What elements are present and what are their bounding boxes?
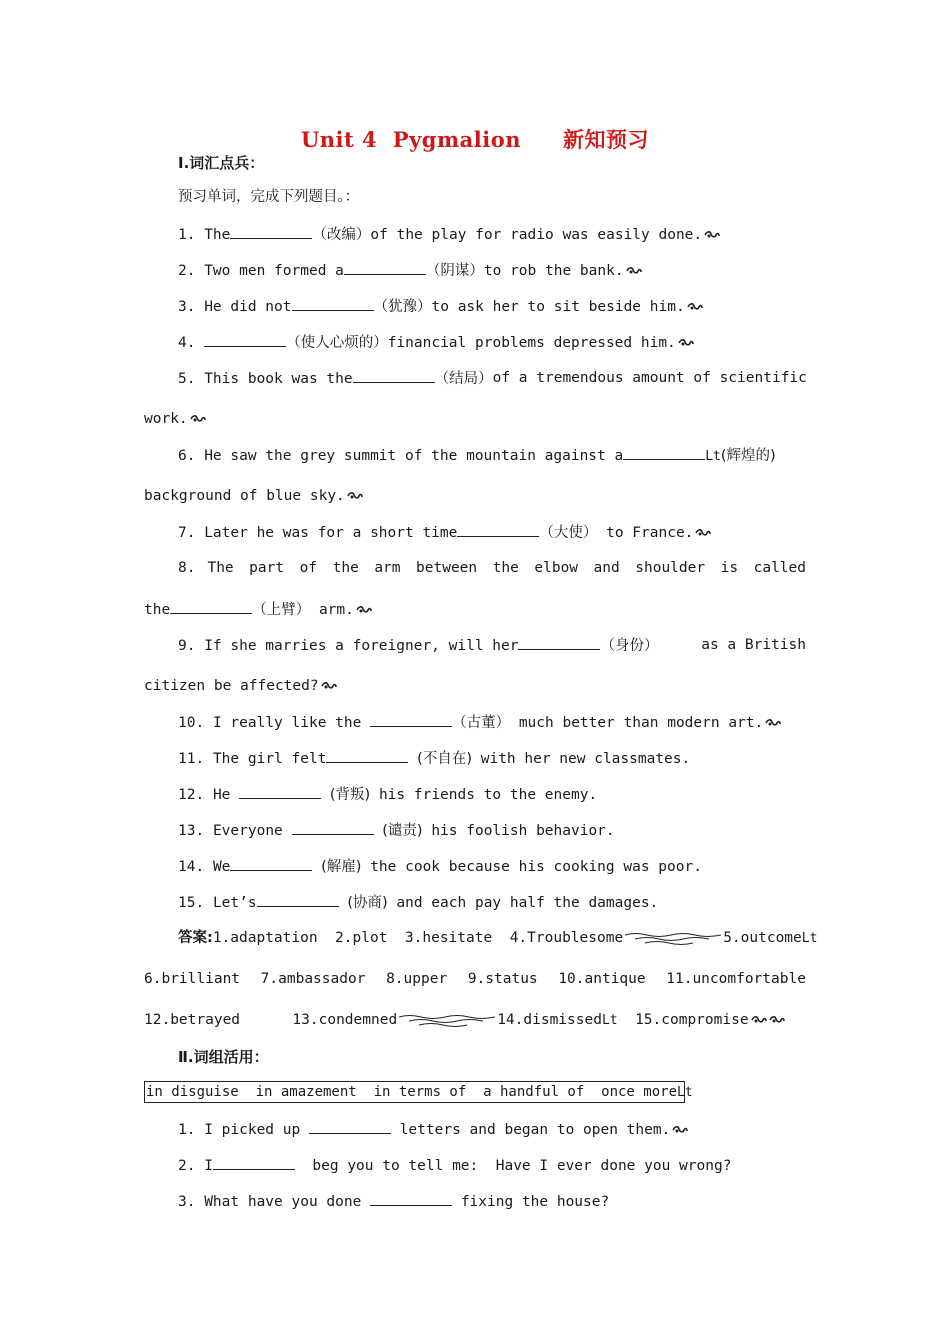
question-10: 10. I really like the （古董） much better than modern art.	[178, 712, 781, 733]
answer-blank[interactable]	[204, 332, 286, 347]
section1-instruction: 预习单词，完成下列题目。：	[178, 189, 360, 205]
question-9: 9. If she marries a foreigner, will her （身份） as a British	[178, 637, 806, 654]
question-13: 13. Everyone (谴责) his foolish behavior.	[178, 820, 615, 841]
answer-blank[interactable]	[213, 1155, 295, 1170]
question-5-continued: work.	[144, 409, 206, 429]
answer-blank[interactable]	[257, 892, 339, 907]
answers-row-2: 6.brilliant 7.ambassador 8.upper 9.status 10.antique 11.uncomfortable	[144, 971, 806, 987]
title-unit: Unit 4	[300, 127, 378, 152]
question-14: 14. We (解雇) the cook because his cooking was poor.	[178, 856, 702, 877]
question-1: 1. The （改编）of the play for radio was easily done.	[178, 224, 720, 245]
phrase-question-2: 2. I beg you to tell me: Have I ever done you wrong?	[178, 1155, 731, 1176]
wave-mark-icon	[623, 931, 723, 945]
question-8: 8. The part of the arm between the elbow and shoulder is called	[178, 560, 806, 576]
swirl-mark-icon	[678, 338, 694, 348]
swirl-mark-icon	[695, 528, 711, 538]
section2-heading: Ⅱ.词组活用：	[178, 1048, 269, 1066]
swirl-mark-icon	[190, 414, 206, 424]
answer-blank[interactable]	[309, 1119, 391, 1134]
question-4: 4. （使人心烦的）financial problems depressed him.	[178, 332, 694, 353]
answer-blank[interactable]	[370, 712, 452, 727]
phrase-box: in disguise in amazement in terms of a handful of once moreLt	[144, 1081, 685, 1103]
phrase-question-3: 3. What have you done fixing the house?	[178, 1191, 609, 1212]
answer-blank[interactable]	[326, 748, 408, 763]
answers-row-3: 12.betrayed 13.condemned 14.dismissedLt 15.compromise	[144, 1010, 785, 1031]
swirl-mark-icon	[687, 302, 703, 312]
wave-mark-icon	[397, 1013, 497, 1027]
question-11: 11. The girl felt (不自在) with her new classmates.	[178, 748, 690, 769]
page-title	[0, 124, 950, 154]
answer-blank[interactable]	[230, 224, 312, 239]
swirl-mark-icon	[751, 1015, 767, 1025]
swirl-mark-icon	[356, 605, 372, 615]
swirl-mark-icon	[704, 230, 720, 240]
answer-blank[interactable]	[353, 368, 435, 383]
question-7: 7. Later he was for a short time （大使） to France.	[178, 522, 711, 543]
answer-blank[interactable]	[170, 599, 252, 614]
answer-blank[interactable]	[623, 445, 705, 460]
swirl-mark-icon	[321, 681, 337, 691]
answer-blank[interactable]	[344, 260, 426, 275]
swirl-mark-icon	[626, 266, 642, 276]
question-2: 2. Two men formed a （阴谋）to rob the bank.	[178, 260, 642, 281]
swirl-mark-icon	[765, 718, 781, 728]
answer-blank[interactable]	[239, 784, 321, 799]
question-6: 6. He saw the grey summit of the mountain against a Lt(辉煌的)	[178, 445, 806, 467]
question-6-continued: background of blue sky.	[144, 486, 363, 506]
answer-blank[interactable]	[370, 1191, 452, 1206]
answer-blank[interactable]	[292, 820, 374, 835]
answer-blank[interactable]	[230, 856, 312, 871]
phrase-question-1: 1. I picked up letters and began to open them.	[178, 1119, 688, 1140]
swirl-mark-icon	[672, 1125, 688, 1135]
answer-blank[interactable]	[457, 522, 539, 537]
question-8-continued: the （上臂） arm.	[144, 599, 372, 620]
question-12: 12. He (背叛) his friends to the enemy.	[178, 784, 597, 805]
answer-blank[interactable]	[292, 296, 374, 311]
question-3: 3. He did not （犹豫）to ask her to sit beside him.	[178, 296, 703, 317]
section1-heading: Ⅰ.词汇点兵：	[178, 154, 265, 172]
title-cn: 新知预习	[563, 127, 650, 152]
swirl-mark-icon	[769, 1015, 785, 1025]
answers-row-1: 答案:1.adaptation 2.plot 3.hesitate 4.Troublesome 5.outcomeLt	[178, 930, 818, 946]
question-9-continued: citizen be affected?	[144, 676, 337, 696]
title-name: Pygmalion	[392, 127, 522, 152]
answer-blank[interactable]	[518, 635, 600, 650]
question-5: 5. This book was the （结局） of a tremendous amount of scientific	[178, 370, 807, 387]
question-15: 15. Let’s (协商) and each pay half the damages.	[178, 892, 658, 913]
swirl-mark-icon	[347, 491, 363, 501]
